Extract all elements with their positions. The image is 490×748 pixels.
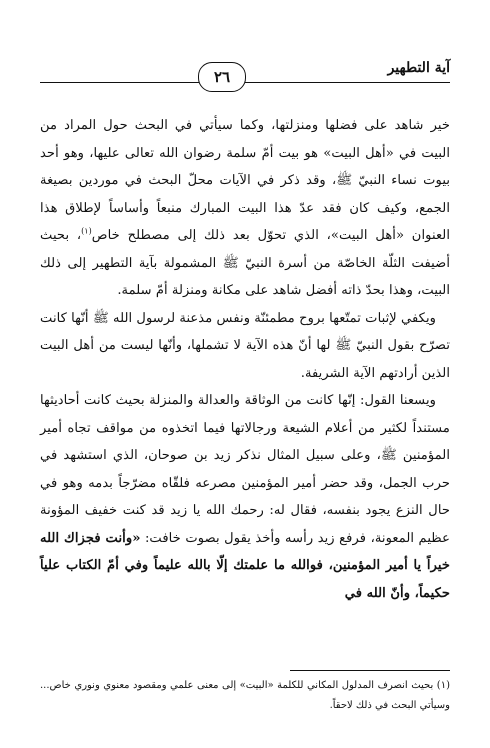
body-text [40,112,450,607]
header-title: آية التطهير [387,60,450,76]
paragraph-3 [40,387,450,607]
paragraph-1-text: خير شاهد على فضلها ومنزلتها، وكما سيأتي في البحث حول المراد من البيت في «أهل البيت» هو بيت أمّ سلمة رضوان الله تعالى عليها، وهو أحد بيوت نساء النبيّ ﷺ، وقد ذكر في الآيات محلّ البحث في موردين بصيغة الجمع، وكيف كان فقد عدّ هذا البيت المبارك منبعاً وأساساً لإطلاق هذا العنوان «أهل البيت»، الذي تحوّل بعد ذلك إلى مصطلح خاص [40,118,450,243]
paragraph-1-continuation: ، بحيث أضيفت الثلّة الخاصّة من أسرة النبيّ ﷺ المشمولة بآية التطهير إلى ذلك البيت، وهذا بحدّ ذاته أفضل شاهد على مكانة ومنزلة أمّ سلمة. [40,228,450,298]
quoted-speech: «وأنت فجزاك الله خيراً يا أمير المؤمنين، فوالله ما علمتك إلّا بالله عليماً وفي أمّ الكتاب علياً حكيماً، وأنّ الله في [40,530,450,601]
footnote-reference: (١) [81,226,92,236]
footnote-rule [290,670,450,671]
running-header [40,58,450,86]
page-number: ٢٦ [198,62,246,92]
paragraph-2: ويكفي لإثبات تمتّعها بروح مطمئنّة ونفس مذعنة لرسول الله ﷺ أنّها كانت تصرّح بقول النبيّ ﷺ لها أنّ هذه الآية لا تشملها، وأنّها ليست من أهل البيت الذين أرادتهم الآية الشريفة. [40,310,450,381]
footnote-text: (١) بحيث انصرف المدلول المكاني للكلمة «البيت» إلى معنى علمي ومقصود معنوي ونوري خاص... وسيأتي البحث في ذلك لاحقاً. [40,680,450,711]
footnote [40,676,450,716]
paragraph-1 [40,112,450,305]
paragraph-3-text: ويسعنا القول: إنّها كانت من الوثاقة والعدالة والمنزلة بحيث كانت أحاديثها مستنداً لكثير من أعلام الشيعة ورجالاتها فيما اتخذوه من مواقف تجاه أمير المؤمنين ﷺ، وعلى سبيل المثال نذكر زيد بن صوحان، الذي استشهد في حرب الجمل، وقد حضر أمير المؤمنين مصرعه فلقّاه مضرّجاً بدمه وهو في حال النزع يجود بنفسه، فقال له: رحمك الله يا زيد قد كنت خفيف المؤونة عظيم المعونة، فرفع زيد رأسه وأخذ يقول بصوت خافت: [40,393,450,546]
